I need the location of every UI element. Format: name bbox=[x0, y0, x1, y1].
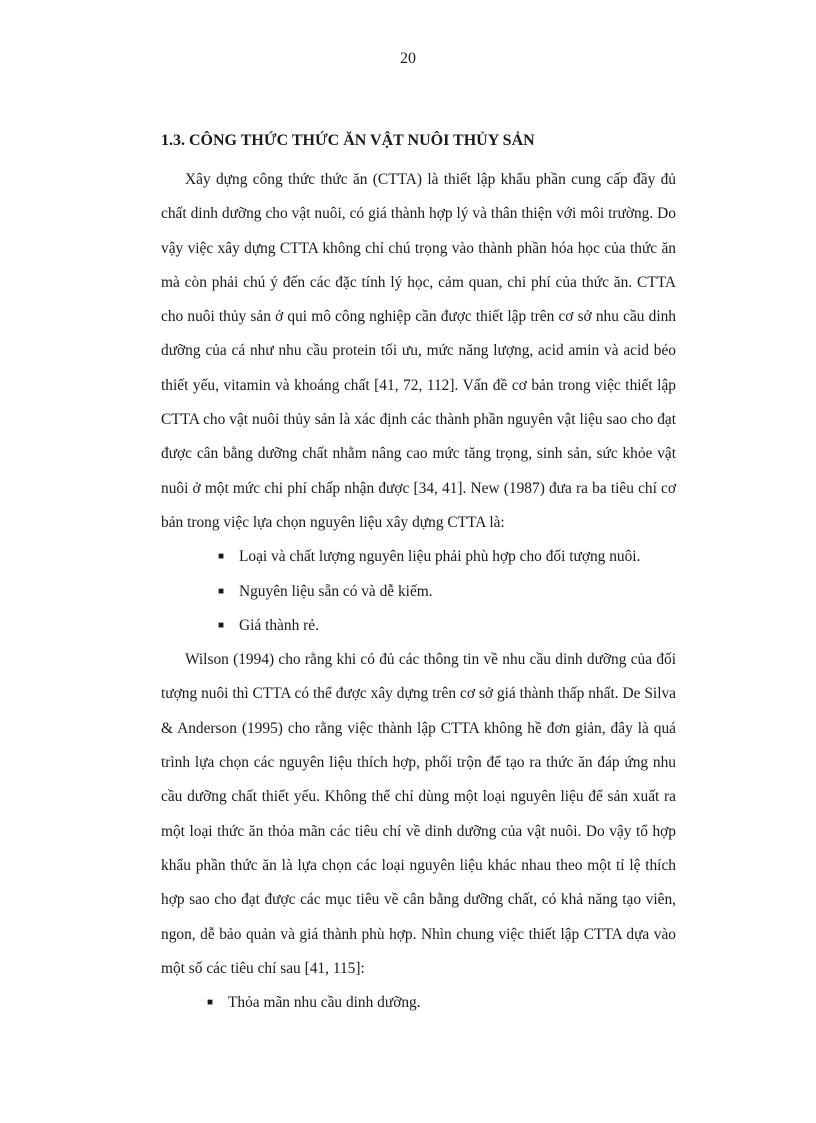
list-item bbox=[161, 575, 676, 609]
page-number: 20 bbox=[400, 50, 416, 67]
list-item bbox=[161, 986, 676, 1020]
bullet-square-icon: ■ bbox=[218, 551, 225, 563]
criteria-list-new-1987 bbox=[161, 540, 676, 643]
paragraph-wilson-desilva: Wilson (1994) cho rằng khi có đủ các thông tin về nhu cầu dinh dưỡng của đối tượng nuôi thì CTTA có thể được xây dựng trên cơ sở giá thành thấp nhất. De Silva & Anderson (1995) cho rằng việc thành lập CTTA không hề đơn giản, đây là quá trình lựa chọn các nguyên liệu thích hợp, phối trộn để tạo ra thức ăn đáp ứng nhu cầu dưỡng chất thiết yếu. Không thể chỉ dùng một loại nguyên liệu để sản xuất ra một loại thức ăn thỏa mãn các tiêu chí về dinh dưỡng của vật nuôi. Do vậy tổ hợp khẩu phần thức ăn là lựa chọn các loại nguyên liệu khác nhau theo một tỉ lệ thích hợp sao cho đạt được các mục tiêu về cân bằng dưỡng chất, có khả năng tạo viên, ngon, dễ bảo quản và giá thành phù hợp. Nhìn chung việc thiết lập CTTA dựa vào một số các tiêu chí sau [41, 115]: bbox=[161, 651, 676, 977]
criteria-list-general bbox=[161, 986, 676, 1020]
list-item-text: Loại và chất lượng nguyên liệu phải phù hợp cho đối tượng nuôi. bbox=[239, 548, 641, 566]
list-item-text: Nguyên liệu sẵn có và dễ kiếm. bbox=[239, 582, 433, 600]
section-heading: 1.3. CÔNG THỨC THỨC ĂN VẬT NUÔI THỦY SẢN bbox=[161, 132, 535, 149]
list-item bbox=[161, 540, 676, 574]
list-item-text: Giá thành rẻ. bbox=[239, 616, 319, 634]
bullet-square-icon: ■ bbox=[218, 585, 225, 597]
page-content bbox=[161, 126, 676, 1020]
bullet-square-icon: ■ bbox=[218, 619, 225, 631]
paragraph-ctta-definition: Xây dựng công thức thức ăn (CTTA) là thiết lập khẩu phần cung cấp đầy đủ chất dinh dưỡng cho vật nuôi, có giá thành hợp lý và thân thiện với môi trường. Do vậy việc xây dựng CTTA không chỉ chú trọng vào thành phần hóa học của thức ăn mà còn phải chú ý đến các đặc tính lý học, cảm quan, chi phí của thức ăn. CTTA cho nuôi thủy sản ở qui mô công nghiệp cần được thiết lập trên cơ sở nhu cầu dinh dưỡng của cá như nhu cầu protein tối ưu, mức năng lượng, acid amin và acid béo thiết yếu, vitamin và khoáng chất [41, 72, 112]. Vấn đề cơ bản trong việc thiết lập CTTA cho vật nuôi thủy sản là xác định các thành phần nguyên vật liệu sao cho đạt được cân bằng dưỡng chất nhằm nâng cao mức tăng trọng, sinh sản, sức khỏe vật nuôi ở một mức chi phí chấp nhận được [34, 41]. New (1987) đưa ra ba tiêu chí cơ bản trong việc lựa chọn nguyên liệu xây dựng CTTA là: bbox=[161, 171, 676, 531]
list-item bbox=[161, 609, 676, 643]
bullet-square-icon: ■ bbox=[207, 997, 214, 1009]
list-item-text: Thỏa mãn nhu cầu dinh dưỡng. bbox=[228, 994, 421, 1012]
